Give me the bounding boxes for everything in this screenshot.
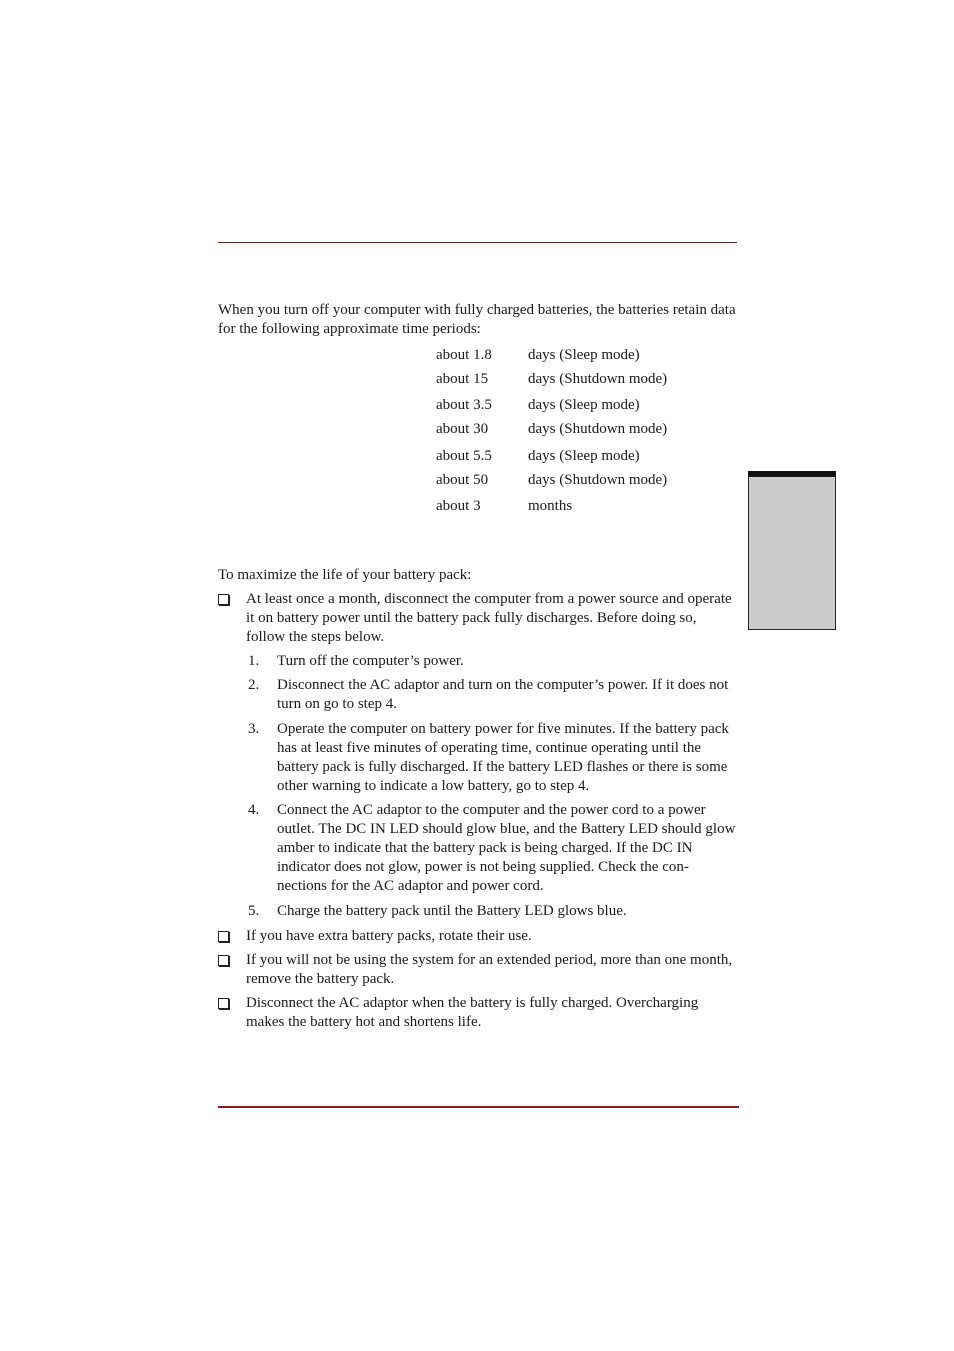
retention-amount: about 50 bbox=[436, 472, 489, 488]
checkbox-bullet-icon bbox=[218, 931, 229, 942]
retention-amount: about 5.5 bbox=[436, 448, 492, 464]
checkbox-bullet-icon bbox=[218, 998, 229, 1009]
chapter-tab bbox=[748, 471, 836, 630]
step-number: 1. bbox=[248, 653, 260, 669]
bullet-text: If you have extra battery packs, rotate their use. bbox=[246, 928, 532, 944]
maximize-intro: To maximize the life of your battery pack: bbox=[218, 567, 472, 583]
bullet-text: If you will not be using the system for an extended period, more than one month, remove the battery pack. bbox=[246, 952, 733, 987]
retention-amount: about 3.5 bbox=[436, 397, 492, 413]
retention-amount: about 3 bbox=[436, 498, 481, 514]
retention-unit: days (Shutdown mode) bbox=[528, 371, 668, 387]
retention-unit: days (Shutdown mode) bbox=[528, 421, 668, 437]
retention-amount: about 30 bbox=[436, 421, 489, 437]
step-text: Operate the computer on battery power for five minutes. If the battery pack has at least five minutes of operating time, continue operating until the battery pack is fully discharged. If the battery LED flashes or there is some other warning to indicate a low battery, go to step 4. bbox=[277, 721, 729, 794]
header-rule bbox=[218, 242, 737, 243]
footer-rule bbox=[218, 1106, 739, 1108]
step-text: Turn off the computer’s power. bbox=[277, 653, 464, 669]
retention-unit: days (Sleep mode) bbox=[528, 347, 640, 363]
step-number: 4. bbox=[248, 802, 260, 818]
step-text: Charge the battery pack until the Battery LED glows blue. bbox=[277, 903, 627, 919]
step-number: 3. bbox=[248, 721, 260, 737]
retention-amount: about 15 bbox=[436, 371, 489, 387]
checkbox-bullet-icon bbox=[218, 594, 229, 605]
step-text: Connect the AC adaptor to the computer and the power cord to a power outlet. The DC IN LED should glow blue, and the Battery LED should glow amber to indicate that the battery pack is being charged. If the DC IN indicator does not glow, power is not being supplied. Check the con-nections for the AC adaptor and power cord. bbox=[277, 802, 736, 894]
retention-unit: days (Shutdown mode) bbox=[528, 472, 668, 488]
retention-amount: about 1.8 bbox=[436, 347, 492, 363]
bullet-text: At least once a month, disconnect the computer from a power source and operate it on battery power until the battery pack fully discharges. Before doing so, follow the steps below. bbox=[246, 591, 732, 645]
step-number: 2. bbox=[248, 677, 260, 693]
retention-unit: days (Sleep mode) bbox=[528, 397, 640, 413]
step-number: 5. bbox=[248, 903, 260, 919]
intro-paragraph: When you turn off your computer with fully charged batteries, the batteries retain data for the following approximate time periods: bbox=[218, 302, 736, 337]
retention-unit: months bbox=[528, 498, 573, 514]
bullet-text: Disconnect the AC adaptor when the battery is fully charged. Overcharging makes the battery hot and shortens life. bbox=[246, 995, 699, 1030]
retention-unit: days (Sleep mode) bbox=[528, 448, 640, 464]
checkbox-bullet-icon bbox=[218, 955, 229, 966]
step-text: Disconnect the AC adaptor and turn on the computer’s power. If it does not turn on go to step 4. bbox=[277, 677, 729, 712]
